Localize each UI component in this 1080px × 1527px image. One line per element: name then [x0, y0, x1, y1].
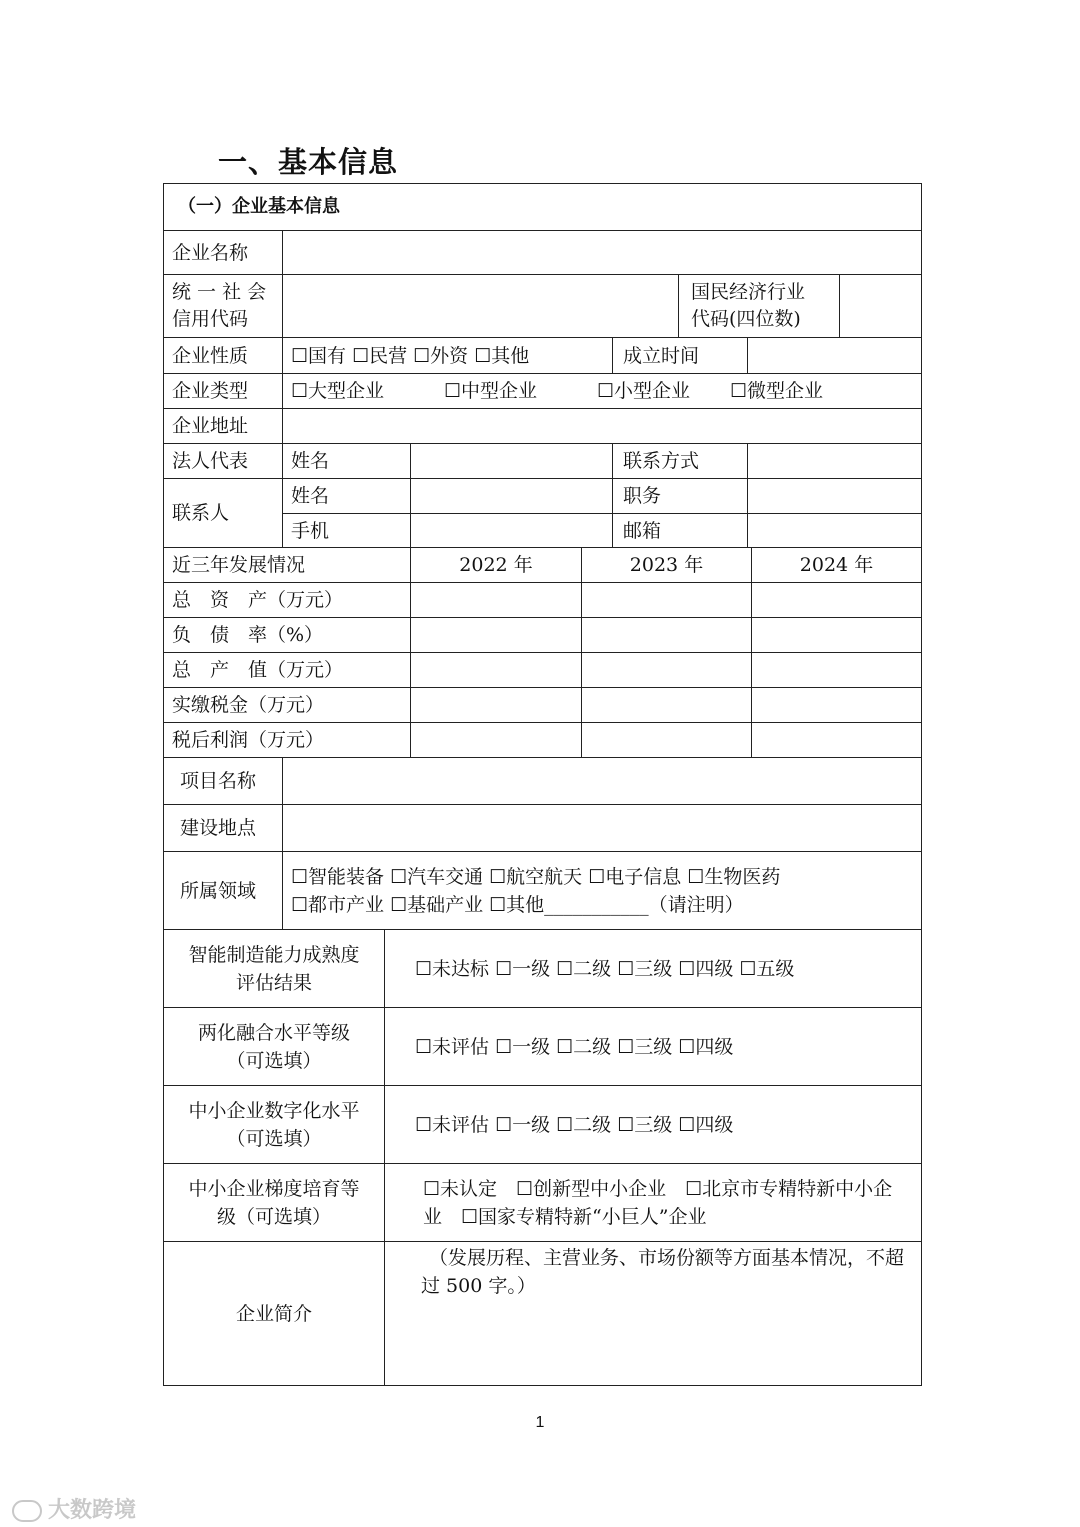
company-name-label: 企业名称 [164, 231, 283, 275]
smart-options[interactable]: ☐未达标 ☐一级 ☐二级 ☐三级 ☐四级 ☐五级 [385, 930, 922, 1008]
type-option-small[interactable]: ☐小型企业 [597, 380, 691, 402]
type-option-medium[interactable]: ☐中型企业 [444, 380, 538, 402]
build-site-field[interactable] [283, 805, 922, 852]
digital-options[interactable]: ☐未评估 ☐一级 ☐二级 ☐三级 ☐四级 [385, 1086, 922, 1164]
founded-label: 成立时间 [613, 338, 748, 374]
founded-field[interactable] [748, 338, 922, 374]
credit-code-label: 统 一 社 会 信用代码 [164, 275, 283, 338]
contact-name-label: 姓名 [283, 479, 411, 514]
mobile-label: 手机 [283, 514, 411, 548]
metric-field[interactable] [752, 618, 922, 653]
year-header: 2023 年 [582, 548, 752, 583]
metric-field[interactable] [752, 583, 922, 618]
legal-rep-label: 法人代表 [164, 444, 283, 479]
position-field[interactable] [748, 479, 922, 514]
contact-method-label: 联系方式 [613, 444, 748, 479]
metric-field[interactable] [411, 653, 582, 688]
watermark-text: 大数跨境 [48, 1498, 137, 1523]
gradient-label: 中小企业梯度培育等 级（可选填） [164, 1164, 385, 1242]
type-label: 企业类型 [164, 374, 283, 409]
page-number: 1 [535, 1414, 545, 1431]
field-options-line-2[interactable]: ☐都市产业 ☐基础产业 ☐其他___________（请注明） [291, 893, 744, 916]
nature-options[interactable]: ☐国有 ☐民营 ☐外资 ☐其他 [283, 338, 613, 374]
company-name-field[interactable] [283, 231, 922, 275]
mobile-field[interactable] [411, 514, 613, 548]
watermark [12, 1493, 136, 1524]
address-label: 企业地址 [164, 409, 283, 444]
metric-field[interactable] [752, 688, 922, 723]
intro-field[interactable] [385, 1242, 922, 1386]
position-label: 职务 [613, 479, 748, 514]
metric-field[interactable] [582, 653, 752, 688]
dev-label: 近三年发展情况 [164, 548, 411, 583]
industry-code-label: 国民经济行业 代码(四位数) [679, 275, 840, 338]
build-site-label: 建设地点 [164, 805, 283, 852]
metric-field[interactable] [582, 583, 752, 618]
field-options-line-1[interactable]: ☐智能装备 ☐汽车交通 ☐航空航天 ☐电子信息 ☐生物医药 [291, 865, 781, 888]
metric-field[interactable] [411, 723, 582, 758]
section-title: （一）企业基本信息 [164, 184, 922, 231]
email-field[interactable] [748, 514, 922, 548]
metric-field[interactable] [752, 653, 922, 688]
metric-field[interactable] [752, 723, 922, 758]
metric-label-output: 总 产 值（万元） [164, 653, 411, 688]
year-header: 2022 年 [411, 548, 582, 583]
industry-code-field[interactable] [840, 275, 922, 338]
metric-label-profit: 税后利润（万元） [164, 723, 411, 758]
project-name-field[interactable] [283, 758, 922, 805]
metric-field[interactable] [582, 618, 752, 653]
legal-rep-name-label: 姓名 [283, 444, 411, 479]
metric-label-tax: 实缴税金（万元） [164, 688, 411, 723]
legal-rep-name-field[interactable] [411, 444, 613, 479]
metric-field[interactable] [411, 583, 582, 618]
metric-field[interactable] [582, 688, 752, 723]
type-option-micro[interactable]: ☐微型企业 [730, 380, 824, 402]
address-field[interactable] [283, 409, 922, 444]
email-label: 邮箱 [613, 514, 748, 548]
gradient-options[interactable]: ☐未认定 ☐创新型中小企业 ☐北京市专精特新中小企业 ☐国家专精特新“小巨人”企业 [385, 1164, 922, 1242]
metric-label-assets: 总 资 产（万元） [164, 583, 411, 618]
type-options[interactable] [283, 374, 922, 409]
watermark-logo-icon [12, 1500, 42, 1522]
digital-label: 中小企业数字化水平 （可选填） [164, 1086, 385, 1164]
type-option-large[interactable]: ☐大型企业 [291, 380, 385, 402]
integration-label: 两化融合水平等级 （可选填） [164, 1008, 385, 1086]
metric-field[interactable] [411, 688, 582, 723]
project-name-label: 项目名称 [164, 758, 283, 805]
field-options[interactable] [283, 852, 922, 930]
credit-code-field[interactable] [283, 275, 679, 338]
metric-field[interactable] [411, 618, 582, 653]
page-heading: 一、基本信息 [218, 145, 399, 179]
year-header: 2024 年 [752, 548, 922, 583]
smart-label: 智能制造能力成熟度 评估结果 [164, 930, 385, 1008]
metric-field[interactable] [582, 723, 752, 758]
contact-method-field[interactable] [748, 444, 922, 479]
intro-label: 企业简介 [164, 1242, 385, 1386]
metric-label-debt: 负 债 率（%） [164, 618, 411, 653]
contact-person-label: 联系人 [164, 479, 283, 548]
company-info-form [163, 183, 922, 1386]
intro-hint: （发展历程、主营业务、市场份额等方面基本情况，不超过 500 字。） [421, 1247, 905, 1297]
contact-name-field[interactable] [411, 479, 613, 514]
integration-options[interactable]: ☐未评估 ☐一级 ☐二级 ☐三级 ☐四级 [385, 1008, 922, 1086]
field-label: 所属领域 [164, 852, 283, 930]
nature-label: 企业性质 [164, 338, 283, 374]
